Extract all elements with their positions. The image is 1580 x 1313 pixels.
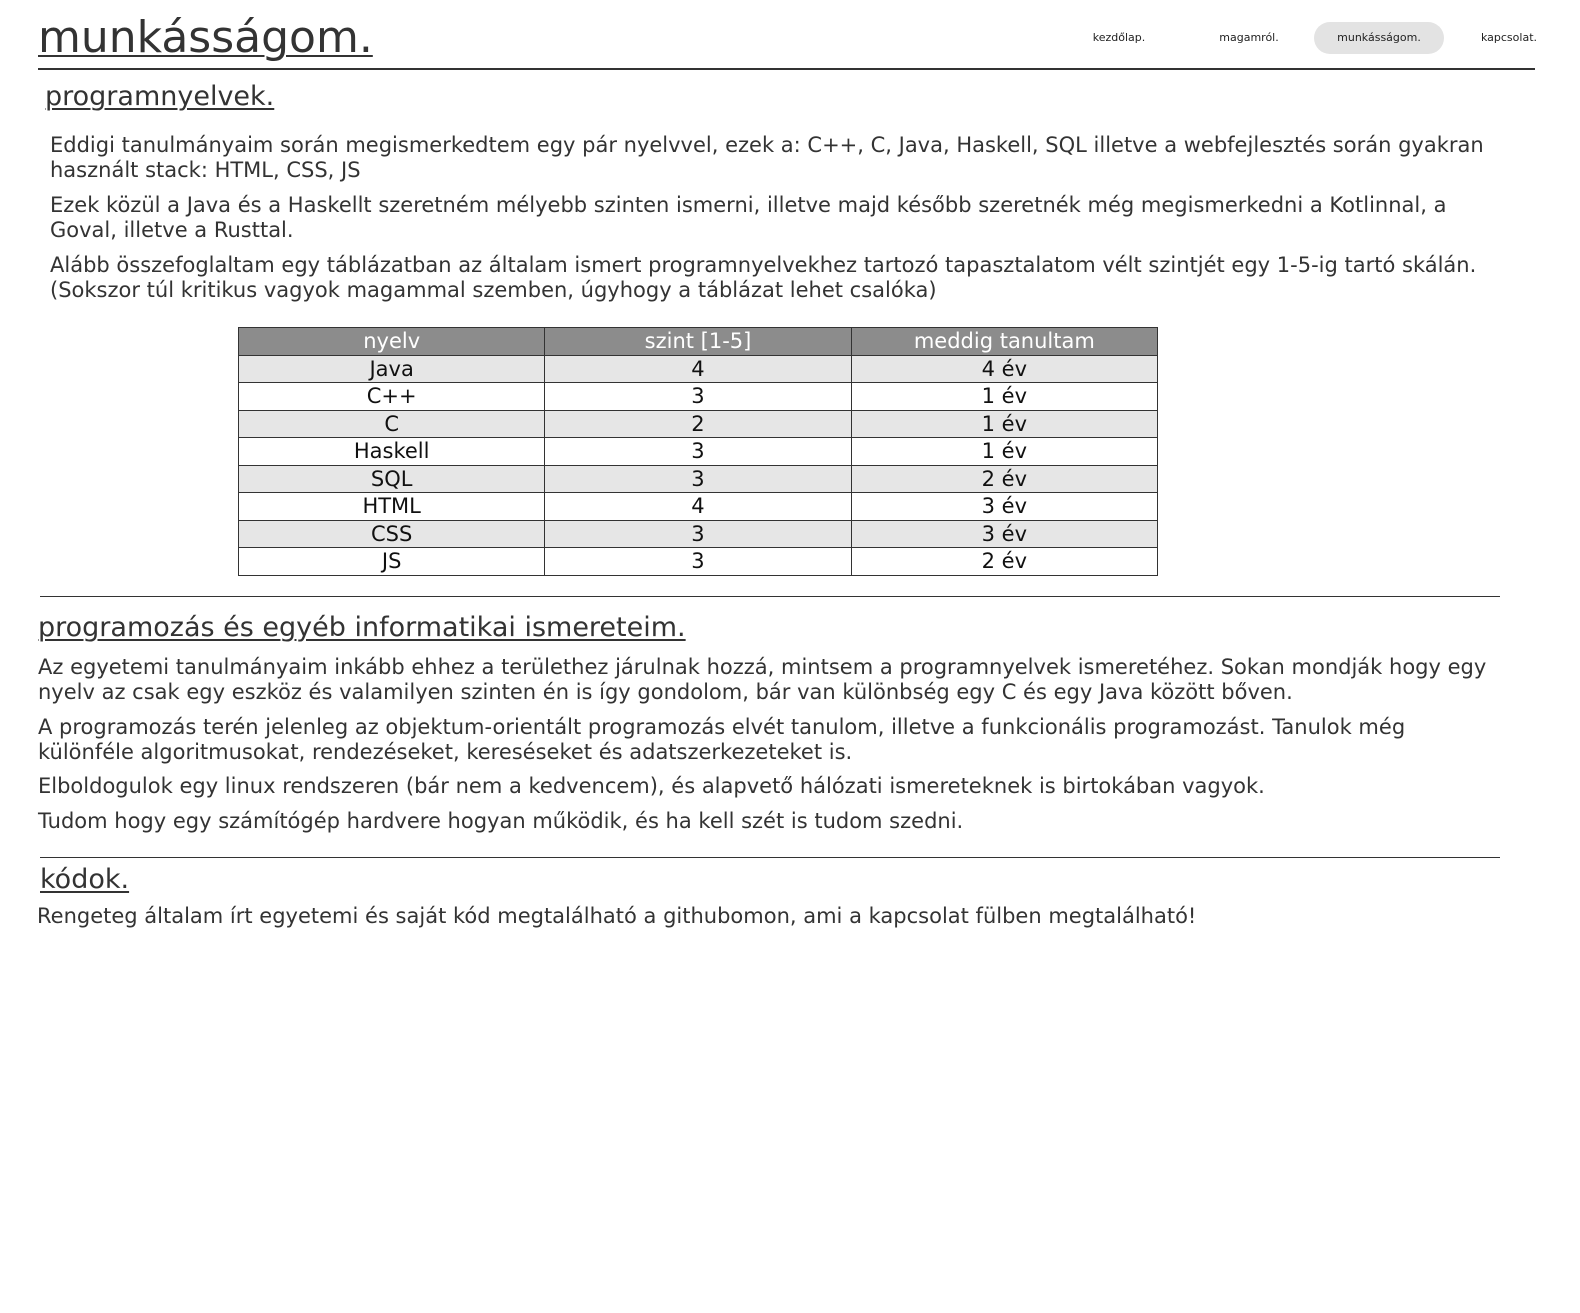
table-cell-language: Java [239, 355, 545, 383]
table-cell-language: CSS [239, 520, 545, 548]
table-row [239, 493, 1158, 521]
languages-paragraph: Alább összefoglaltam egy táblázatban az általam ismert programnyelvekhez tartozó tapasztalatom vélt szintjét egy 1-5-ig tartó skálán. (Sokszor túl kritikus vagyok magammal szemben, úgyhogy a táblázat lehet csalóka) [50, 253, 1477, 302]
table-cell-language: Haskell [239, 438, 545, 466]
table-header-row [239, 328, 1158, 356]
table-row [239, 438, 1158, 466]
table-row [239, 355, 1158, 383]
page-title: munkásságom. [38, 12, 373, 63]
column-header-language: nyelv [239, 328, 545, 356]
table-cell-language: C [239, 410, 545, 438]
table-cell-duration: 1 év [851, 438, 1157, 466]
table-cell-level: 3 [545, 520, 851, 548]
languages-paragraph: Ezek közül a Java és a Haskellt szeretném mélyebb szinten ismerni, illetve majd később szeretnék még megismerkedni a Kotlinnal, a Goval, illetve a Rusttal. [50, 193, 1447, 242]
page-header [38, 0, 1535, 70]
table-cell-language: HTML [239, 493, 545, 521]
knowledge-paragraph: Tudom hogy egy számítógép hardvere hogyan működik, és ha kell szét is tudom szedni. [38, 809, 964, 833]
nav-item-about[interactable]: magamról. [1219, 31, 1279, 44]
section-divider [40, 857, 1500, 858]
table-cell-duration: 3 év [851, 493, 1157, 521]
main-nav [1054, 22, 1574, 54]
table-cell-duration: 1 év [851, 383, 1157, 411]
table-row [239, 520, 1158, 548]
table-row [239, 383, 1158, 411]
section-title-knowledge: programozás és egyéb informatikai ismereteim. [38, 612, 686, 643]
table-cell-duration: 2 év [851, 548, 1157, 576]
table-cell-language: SQL [239, 465, 545, 493]
table-cell-level: 3 [545, 548, 851, 576]
table-cell-level: 3 [545, 383, 851, 411]
table-cell-language: JS [239, 548, 545, 576]
column-header-level: szint [1-5] [545, 328, 851, 356]
nav-item-work[interactable]: munkásságom. [1314, 22, 1444, 54]
table-cell-language: C++ [239, 383, 545, 411]
table-cell-level: 4 [545, 493, 851, 521]
table-row [239, 465, 1158, 493]
skills-table [238, 327, 1158, 576]
nav-item-home[interactable]: kezdőlap. [1092, 31, 1146, 44]
section-title-codes: kódok. [40, 864, 130, 895]
table-cell-level: 4 [545, 355, 851, 383]
nav-item-contact[interactable]: kapcsolat. [1480, 31, 1537, 44]
table-cell-level: 3 [545, 438, 851, 466]
knowledge-paragraph: Elboldogulok egy linux rendszeren (bár nem a kedvencem), és alapvető hálózati ismereteknek is birtokában vagyok. [38, 774, 1265, 798]
table-cell-level: 2 [545, 410, 851, 438]
column-header-duration: meddig tanultam [851, 328, 1157, 356]
knowledge-paragraph: Az egyetemi tanulmányaim inkább ehhez a területhez járulnak hozzá, mintsem a programnyelvek ismeretéhez. Sokan mondják hogy egy nyelv az csak egy eszköz és valamilyen szinten én is így gondolom, bár van különbség egy C és egy Java között bőven. [38, 655, 1487, 704]
table-cell-level: 3 [545, 465, 851, 493]
languages-paragraph: Eddigi tanulmányaim során megismerkedtem egy pár nyelvvel, ezek a: C++, C, Java, Haskell, SQL illetve a webfejlesztés során gyakran használt stack: HTML, CSS, JS [50, 133, 1484, 182]
table-row [239, 548, 1158, 576]
table-cell-duration: 3 év [851, 520, 1157, 548]
section-divider [40, 596, 1500, 597]
codes-paragraph: Rengeteg általam írt egyetemi és saját kód megtalálható a githubomon, ami a kapcsolat fülben megtalálható! [37, 904, 1197, 928]
table-cell-duration: 2 év [851, 465, 1157, 493]
knowledge-paragraph: A programozás terén jelenleg az objektum-orientált programozás elvét tanulom, illetve a funkcionális programozást. Tanulok még különféle algoritmusokat, rendezéseket, kereséseket és adatszerkezeteket is. [38, 715, 1406, 764]
section-title-languages: programnyelvek. [45, 81, 275, 112]
table-cell-duration: 4 év [851, 355, 1157, 383]
table-cell-duration: 1 év [851, 410, 1157, 438]
table-row [239, 410, 1158, 438]
